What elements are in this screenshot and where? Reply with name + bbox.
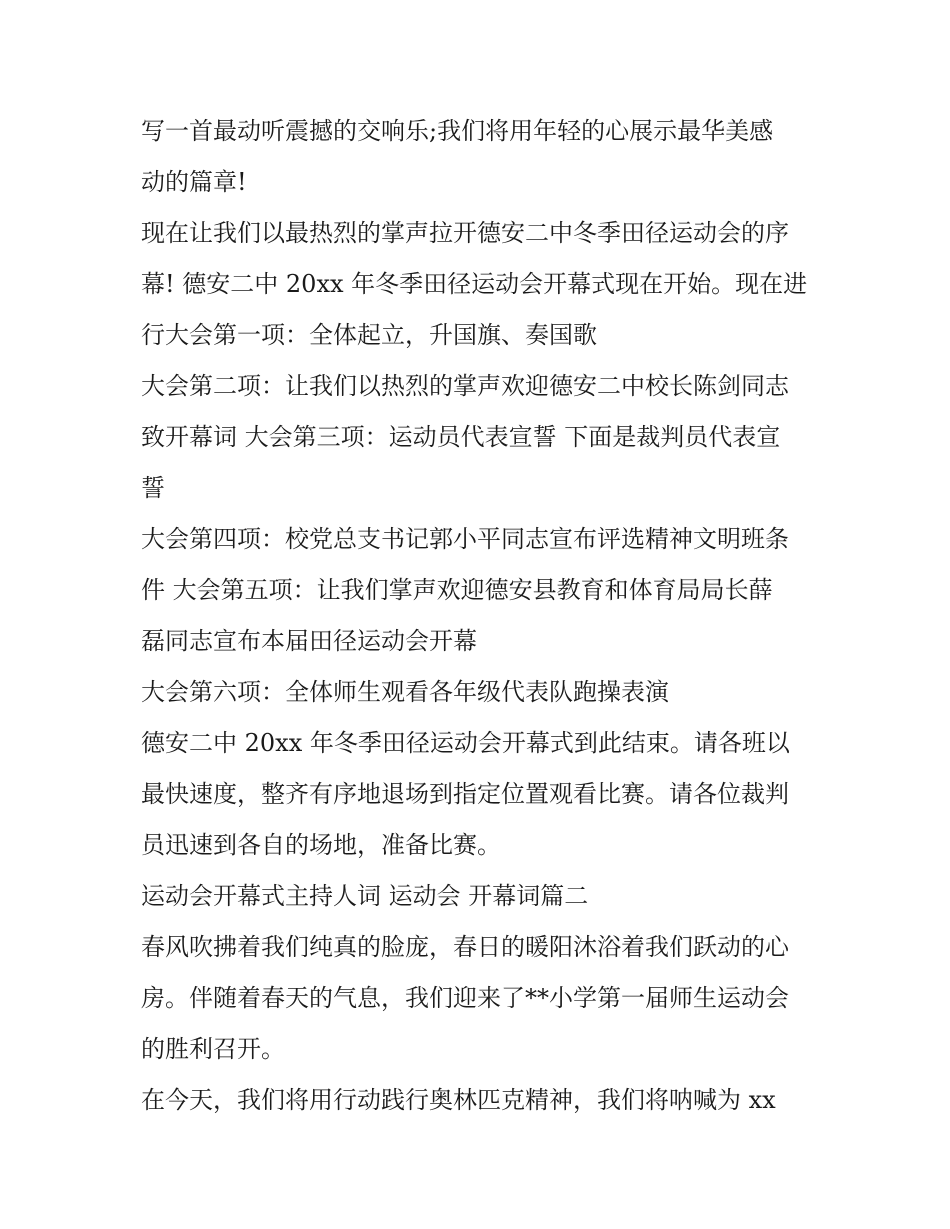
text-line: 现在让我们以最热烈的掌声拉开德安二中冬季田径运动会的序: [141, 219, 789, 247]
text-line: 大会第四项：校党总支书记郭小平同志宣布评选精神文明班条: [141, 525, 789, 553]
text-line: 的胜利召开。: [141, 1035, 285, 1063]
text-line: 大会第二项：让我们以热烈的掌声欢迎德安二中校长陈剑同志: [141, 372, 789, 400]
text-line: 致开幕词 大会第三项：运动员代表宣誓 下面是裁判员代表宣: [141, 423, 781, 451]
document-body: [141, 106, 821, 1126]
text-line: 行大会第一项：全体起立，升国旗、奏国歌: [141, 321, 597, 349]
text-line: 最快速度，整齐有序地退场到指定位置观看比赛。请各位裁判: [141, 780, 789, 808]
text-line: 在今天，我们将用行动践行奥林匹克精神，我们将呐喊为 xx: [141, 1086, 776, 1114]
text-line: 件 大会第五项：让我们掌声欢迎德安县教育和体育局局长薛: [141, 576, 773, 604]
text-line: 大会第六项：全体师生观看各年级代表队跑操表演: [141, 678, 669, 706]
text-line: 幕! 德安二中 20xx 年冬季田径运动会开幕式现在开始。现在进: [141, 270, 808, 298]
text-line: 动的篇章!: [141, 168, 247, 196]
text-line: 德安二中 20xx 年冬季田径运动会开幕式到此结束。请各班以: [141, 729, 790, 757]
text-line: 员迅速到各自的场地，准备比赛。: [141, 831, 501, 859]
section-heading: 运动会开幕式主持人词 运动会 开幕词篇二: [141, 882, 589, 910]
text-line: 誓: [141, 474, 165, 502]
text-line: 磊同志宣布本届田径运动会开幕: [141, 627, 477, 655]
text-line: 春风吹拂着我们纯真的脸庞，春日的暖阳沐浴着我们跃动的心: [141, 933, 789, 961]
text-line: 房。伴随着春天的气息，我们迎来了**小学第一届师生运动会: [141, 984, 789, 1012]
text-line: 写一首最动听震撼的交响乐;我们将用年轻的心展示最华美感: [141, 117, 774, 145]
